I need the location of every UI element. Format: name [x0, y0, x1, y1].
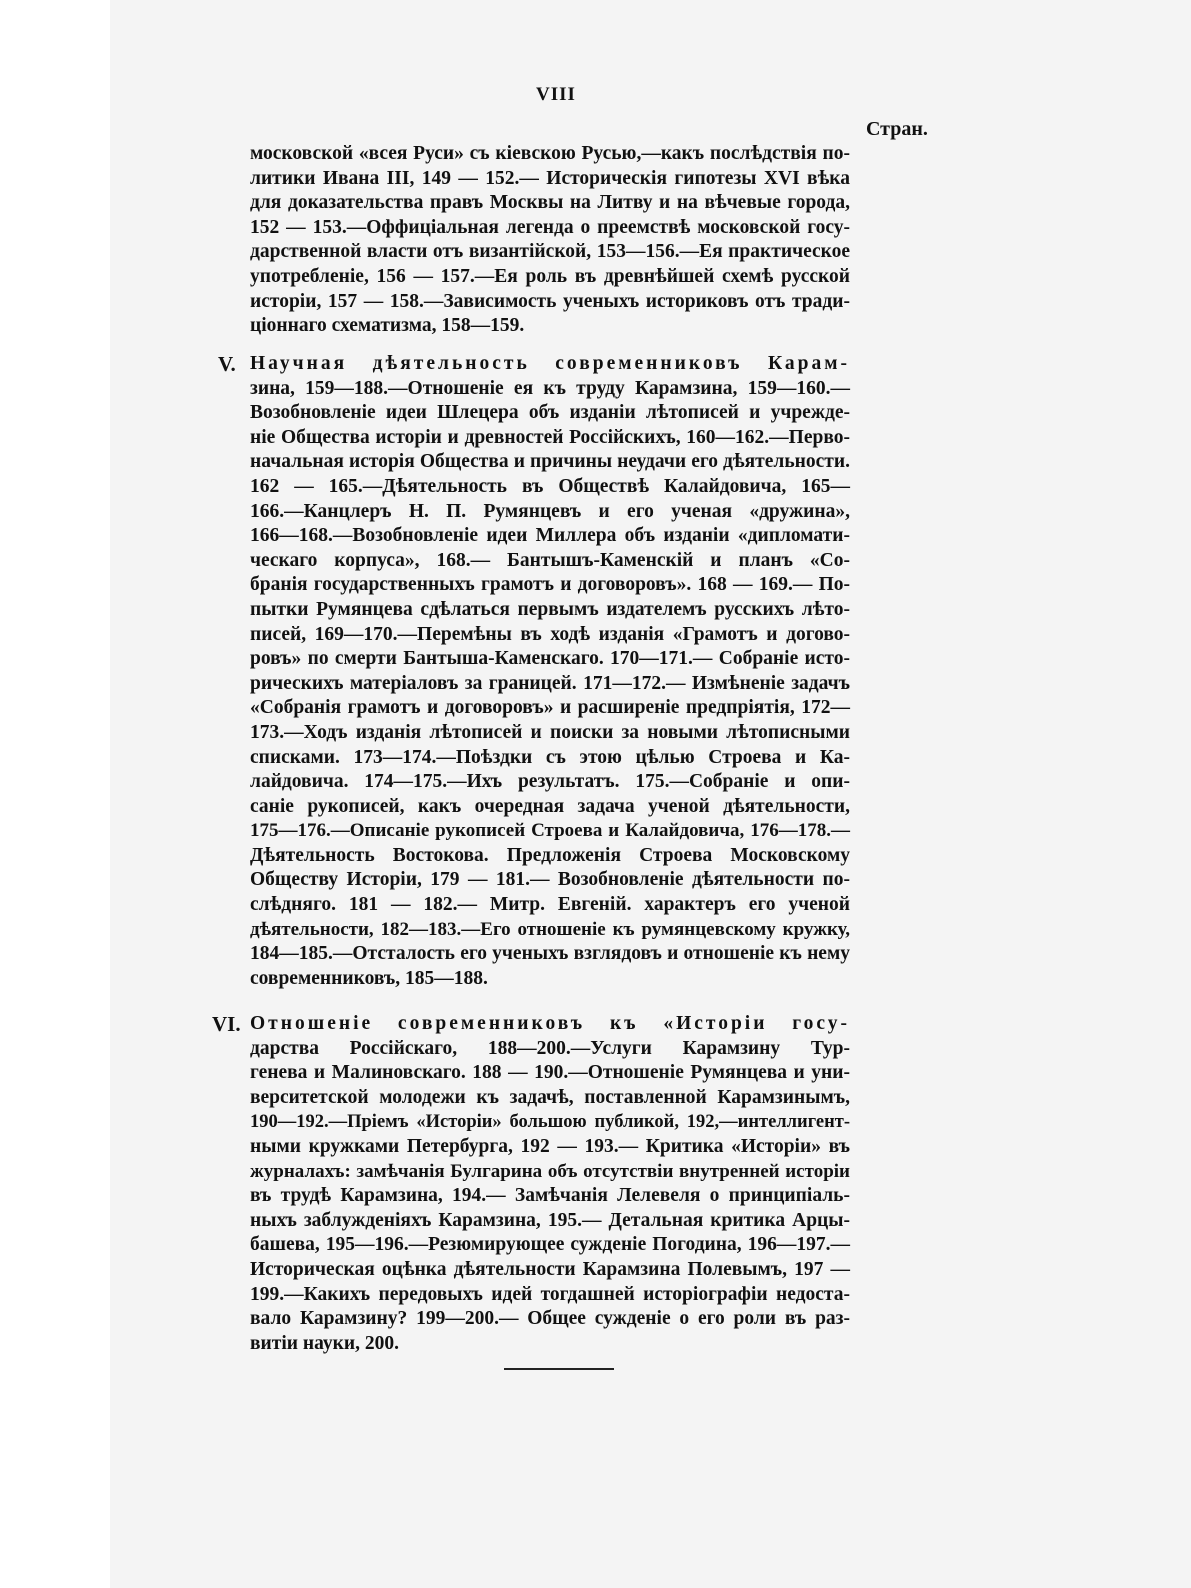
- closing-rule: [504, 1368, 614, 1370]
- text-line: рическихъ матеріаловъ за границей. 171—172.— Измѣненіе задачъ: [250, 672, 850, 694]
- text-line: слѣдняго. 181 — 182.— Митр. Евгеній. характеръ его ученой: [250, 894, 850, 916]
- text-line: бранія государственныхъ грамотъ и договоровъ». 168 — 169.— По-: [250, 574, 850, 596]
- text-line: 166.—Канцлеръ Н. П. Румянцевъ и его ученая «дружина»,: [250, 500, 850, 522]
- text-line: 162 — 165.—Дѣятельность въ Обществѣ Калайдовича, 165—: [250, 475, 850, 497]
- text-line: 184—185.—Отсталость его ученыхъ взглядовъ и отношеніе къ нему: [250, 943, 850, 965]
- text-line: употребленіе, 156 — 157.—Ея роль въ древнѣйшей схемѣ русской: [250, 265, 850, 287]
- text-line: «Собранія грамотъ и договоровъ» и расширеніе предпріятія, 172—: [250, 697, 850, 719]
- text-line: генева и Малиновскаго. 188 — 190.—Отношеніе Румянцева и уни-: [250, 1062, 850, 1084]
- section-paragraph: [250, 1012, 850, 1356]
- text-line: витіи науки, 200.: [250, 1332, 399, 1354]
- text-line: вало Карамзину? 199—200.— Общее сужденіе о его роли въ раз-: [250, 1308, 850, 1330]
- text-line: верситетской молодежи къ задачѣ, поставленной Карамзинымъ,: [250, 1086, 850, 1108]
- text-line: дарственной власти отъ византійской, 153—156.—Ея практическое: [250, 241, 850, 263]
- page-number: VIII: [536, 84, 576, 105]
- paragraph-continuation: [250, 142, 850, 339]
- text-line: ціоннаго схематизма, 158—159.: [250, 315, 525, 337]
- text-line: ческаго корпуса», 168.— Бантышъ-Каменскій и планъ «Со-: [250, 549, 850, 571]
- text-line: 190—192.—Пріемъ «Исторіи» большою публикой, 192,—интеллигент-: [250, 1112, 850, 1133]
- text-line: Историческая оцѣнка дѣятельности Карамзина Полевымъ, 197 —: [250, 1258, 850, 1280]
- text-line: списками. 173—174.—Поѣздки съ этою цѣлью Строева и Ка-: [250, 746, 850, 768]
- text-line: пытки Румянцева сдѣлаться первымъ издателемъ русскихъ лѣто-: [250, 598, 850, 620]
- text-line: дѣятельности, 182—183.—Его отношеніе къ румянцевскому кружку,: [250, 918, 850, 940]
- text-line: въ трудѣ Карамзина, 194.— Замѣчанія Лелевеля о принципіаль-: [250, 1185, 850, 1207]
- text-line: для доказательства правъ Москвы на Литву и на вѣчевые города,: [250, 192, 850, 214]
- text-line: 166—168.—Возобновленіе идеи Миллера объ изданіи «дипломати-: [250, 525, 850, 547]
- text-line: Обществу Исторіи, 179 — 181.— Возобновленіе дѣятельности по-: [250, 869, 850, 891]
- text-line: исторіи, 157 — 158.—Зависимость ученыхъ историковъ отъ тради-: [250, 290, 850, 312]
- text-line: 199.—Какихъ передовыхъ идей тогдашней исторіографіи недоста-: [250, 1283, 850, 1305]
- text-line: Возобновленіе идеи Шлецера объ изданіи лѣтописей и учрежде-: [250, 402, 850, 424]
- text-line: писей, 169—170.—Перемѣны въ ходѣ изданія «Грамотъ и догово-: [250, 623, 850, 645]
- text-line: башева, 195—196.—Резюмирующее сужденіе Погодина, 196—197.—: [250, 1234, 850, 1256]
- section-numeral: V.: [218, 352, 236, 376]
- text-line: 152 — 153.—Оффиціальная легенда о преемствѣ московской госу-: [250, 216, 850, 238]
- text-line: зина, 159—188.—Отношеніе ея къ труду Карамзина, 159—160.—: [250, 377, 850, 399]
- section-paragraph: [250, 352, 850, 991]
- section-heading-line: Отношеніе современниковъ къ «Исторіи госу-: [250, 1013, 850, 1034]
- text-line: литики Ивана III, 149 — 152.— Историческія гипотезы XVI вѣка: [250, 167, 850, 189]
- text-line: саніе рукописей, какъ очередная задача ученой дѣятельности,: [250, 795, 850, 817]
- page-column-label: Стран.: [866, 118, 928, 140]
- text-line: 175—176.—Описаніе рукописей Строева и Калайдовича, 176—178.—: [250, 820, 850, 842]
- text-line: ровъ» по смерти Бантыша-Каменскаго. 170—171.— Собраніе исто-: [250, 648, 850, 670]
- text-line: Дѣятельность Востокова. Предложенія Строева Московскому: [250, 844, 850, 866]
- text-line: современниковъ, 185—188.: [250, 967, 488, 989]
- text-line: ніе Общества исторіи и древностей Россійскихъ, 160—162.—Перво-: [250, 426, 850, 448]
- text-line: ныхъ заблужденіяхъ Карамзина, 195.— Детальная критика Арцы-: [250, 1209, 850, 1231]
- section-numeral: VI.: [212, 1012, 241, 1036]
- text-line: 173.—Ходъ изданія лѣтописей и поиски за новыми лѣтописными: [250, 721, 850, 743]
- text-line: журналахъ: замѣчанія Булгарина объ отсутствіи внутренней исторіи: [250, 1160, 850, 1182]
- text-line: начальная исторія Общества и причины неудачи его дѣятельности.: [250, 451, 850, 473]
- text-line: лайдовича. 174—175.—Ихъ результатъ. 175.—Собраніе и опи-: [250, 771, 850, 793]
- text-line: ными кружками Петербурга, 192 — 193.— Критика «Исторіи» въ: [250, 1135, 850, 1157]
- text-line: московской «всея Руси» съ кіевскою Русью,—какъ послѣдствія по-: [250, 143, 850, 164]
- text-line: дарства Россійскаго, 188—200.—Услуги Карамзину Тур-: [250, 1037, 850, 1059]
- section-heading-line: Научная дѣятельность современниковъ Карам-: [250, 353, 850, 374]
